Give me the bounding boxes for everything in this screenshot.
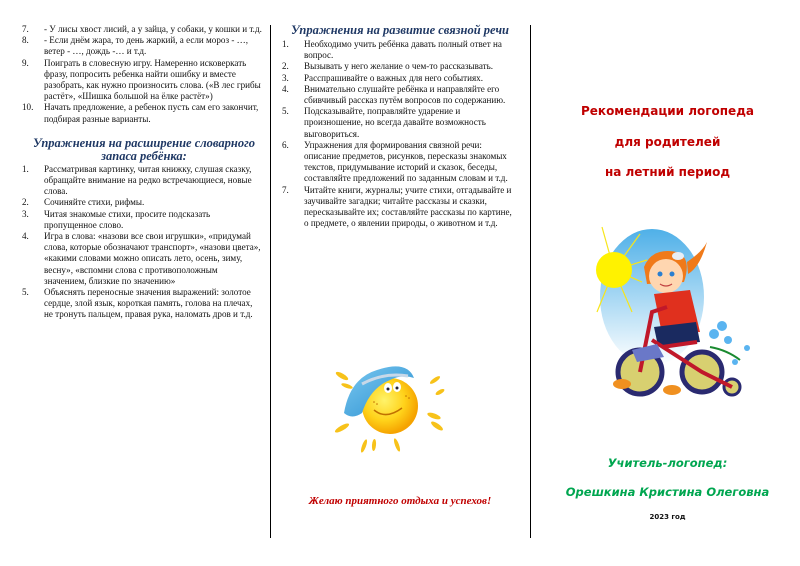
list-item: 7. - У лисы хвост лисий, а у зайца, у собаки, у кошки и т.д.: [22, 24, 262, 34]
cover-title-line-2: для родителей: [614, 135, 721, 149]
sun: [596, 252, 632, 288]
list-item: 10. Начать предложение, а ребенок пусть сам его закончит, подбирая разные варианты.: [22, 102, 259, 124]
cover-title-line-3: на летний период: [604, 165, 731, 179]
list-item: 1. Необходимо учить ребёнка давать полный ответ на вопрос.: [282, 39, 502, 61]
speech-heading: Упражнения на развитие связной речи: [291, 23, 509, 37]
panel-middle: [282, 24, 518, 229]
column-divider-right: [530, 25, 531, 538]
column-divider-left: [270, 25, 271, 538]
year: 2023 год: [649, 513, 686, 521]
list-item: 3. Расспрашивайте о важных для него событиях.: [282, 72, 483, 83]
continued-list: [22, 24, 262, 125]
author-name: Орешкина Кристина Олеговна: [565, 485, 770, 499]
girl-head: [649, 259, 683, 293]
list-item: 6. Упражнения для формирования связной речи: описание предметов, рисунков, пересказы знакомых текстов, придумывание историй и сказок, беседы, составляйте предложений по заданным словам и т.д.: [282, 139, 508, 184]
list-item: 5. Подсказывайте, поправляйте ударение и произношение, но всегда давайте возможность выговориться.: [282, 106, 486, 139]
panel-left: [22, 24, 262, 321]
vocab-heading: Упражнения на расширение словарного запаса ребёнка:: [32, 135, 255, 163]
list-item: 9. Поиграть в словесную игру. Намеренно исковеркать фразу, попросить ребенка найти ошибку и вместе разобрать, как нужно произносить слова. («В лес грибы растёт», «Шишка большой на ёлке растёт»): [22, 57, 261, 102]
sun-in-hat-illustration: [322, 358, 452, 453]
list-item: 1. Рассматривая картинку, читая книжку, слушая сказку, обращайте внимание на редко встречающиеся, новые слова.: [22, 163, 252, 197]
list-item: 4. Игра в слова: «назови все свои игрушки», «придумай слова, которые обозначают транспорт», «назови цвета», «какими словами можно описать лето, осень, зиму, весну», «вспомни слова с противоположным значением, близкие по значению»: [22, 231, 261, 286]
speech-list: [282, 39, 518, 229]
list-item: 4. Внимательно слушайте ребёнка и направляйте его сбивчивый рассказ путём вопросов по содержанию.: [282, 83, 506, 106]
vocab-list: [22, 164, 262, 321]
list-item: 2. Сочиняйте стихи, рифмы.: [22, 197, 145, 208]
list-item: 5. Объяснять переносные значения выражений: золотое сердце, злой язык, короткая память, голова на плечах, не тронуть пальцем, правая рука, наломать дров и т.д.: [22, 287, 253, 320]
cover-title-line-1: Рекомендации логопеда: [580, 104, 754, 118]
closing-wish: Желаю приятного отдыха и успехов!: [308, 495, 492, 507]
author-role: Учитель-логопед:: [607, 456, 728, 470]
list-item: 3. Читая знакомые стихи, просите подсказать пропущенное слово.: [22, 208, 211, 230]
girl-on-tricycle-illustration: [592, 222, 787, 402]
list-item: 8. - Если днём жара, то день жаркий, а если мороз - …, ветер - …, дождь -… и т.д.: [22, 35, 248, 57]
list-item: 7. Читайте книги, журналы; учите стихи, отгадывайте и заучивайте загадки; читайте рассказы и сказки, пересказывайте их; составляйте рассказы по картине, о предмете, о явлении природы, о животном и т.д.: [282, 184, 512, 229]
list-item: 2. Вызывать у него желание о чем-то рассказывать.: [282, 61, 494, 72]
